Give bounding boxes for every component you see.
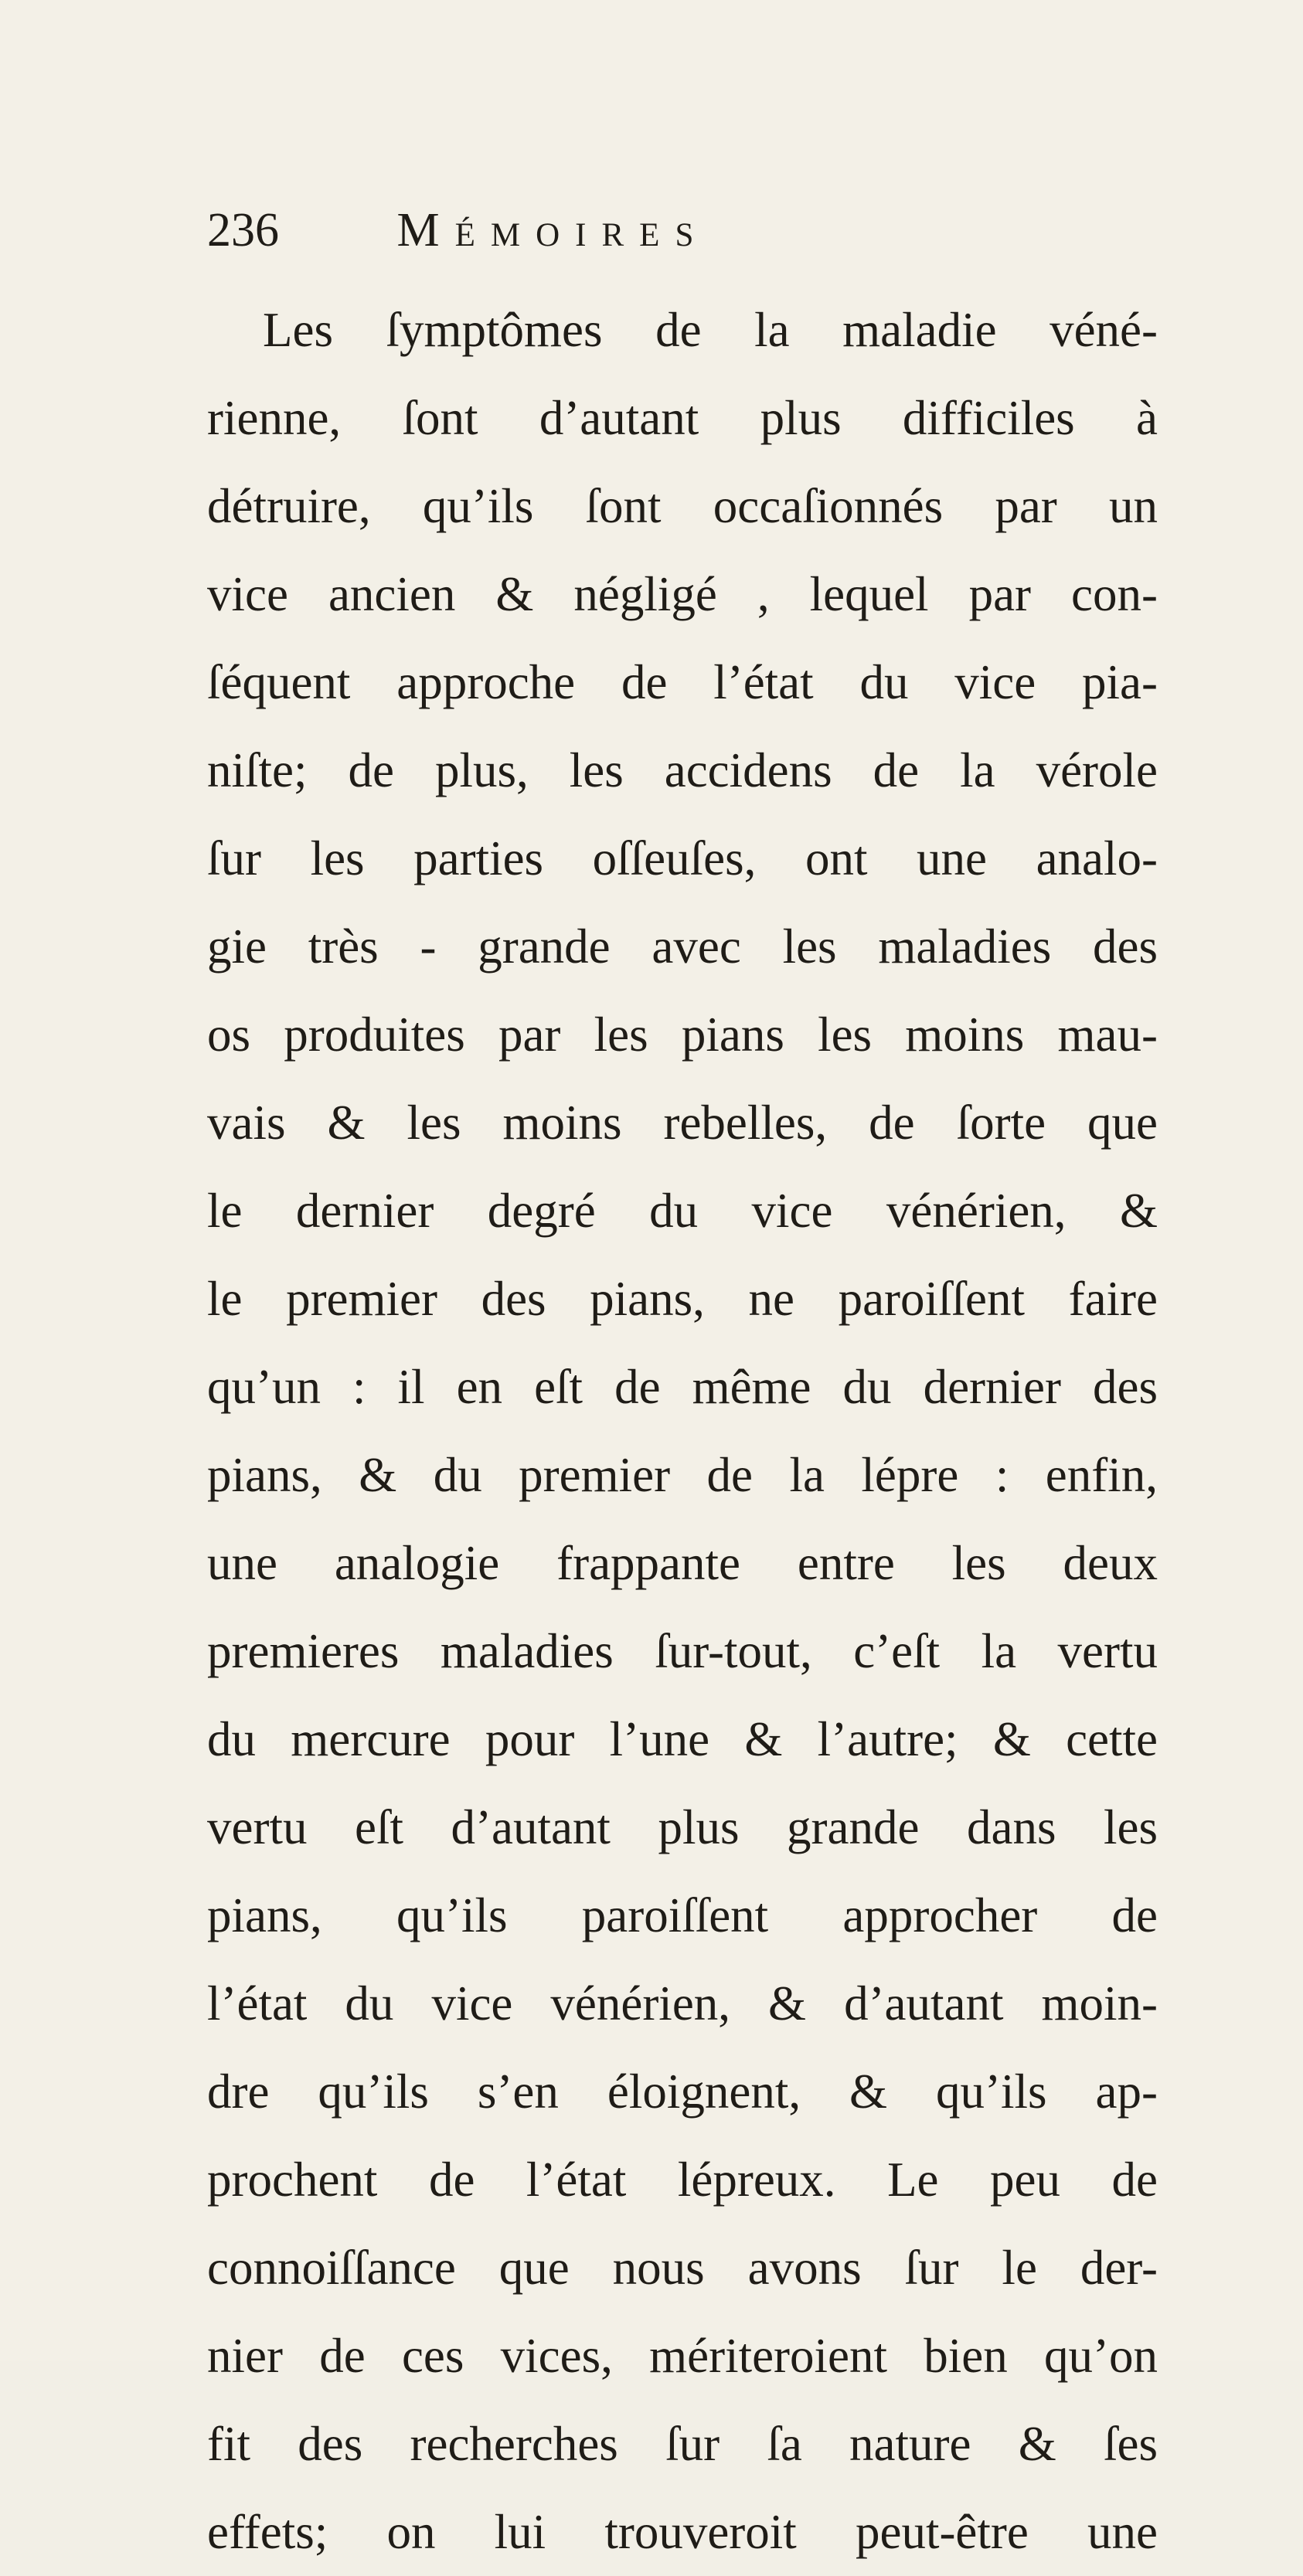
text-line: ſur les parties oſſeuſes, ont une analo- bbox=[207, 831, 1158, 885]
text-line: dre qu’ils s’en éloignent, & qu’ils ap- bbox=[207, 2065, 1158, 2119]
page-number: 236 bbox=[207, 204, 279, 257]
text-line: pians, & du premier de la lépre : enfin, bbox=[207, 1448, 1158, 1502]
text-line: effets; on lui trouveroit peut-être une bbox=[207, 2505, 1158, 2559]
text-line: détruire, qu’ils ſont occaſionnés par un bbox=[207, 479, 1158, 533]
text-line: l’état du vice vénérien, & d’autant moin- bbox=[207, 1976, 1158, 2031]
text-line: nier de ces vices, mériteroient bien qu’on bbox=[207, 2329, 1158, 2383]
text-line: pians, qu’ils paroiſſent approcher de bbox=[207, 1888, 1158, 1942]
text-line: ſéquent approche de l’état du vice pia- bbox=[207, 655, 1158, 709]
text-line: une analogie frappante entre les deux bbox=[207, 1536, 1158, 1590]
running-head: Mémoires bbox=[396, 204, 709, 257]
text-line: le premier des pians, ne paroiſſent faire bbox=[207, 1272, 1158, 1326]
body-text bbox=[207, 286, 1158, 2576]
text-line: rienne, ſont d’autant plus difficiles à bbox=[207, 391, 1158, 445]
text-line: premieres maladies ſur-tout, c’eſt la vertu bbox=[207, 1624, 1158, 1678]
text-line: le dernier degré du vice vénérien, & bbox=[207, 1184, 1158, 1238]
text-line: vertu eſt d’autant plus grande dans les bbox=[207, 1800, 1158, 1854]
text-line: qu’un : il en eſt de même du dernier des bbox=[207, 1360, 1158, 1414]
text-line: niſte; de plus, les accidens de la vérole bbox=[207, 743, 1158, 797]
text-line: vais & les moins rebelles, de ſorte que bbox=[207, 1096, 1158, 1150]
text-line: gie très - grande avec les maladies des bbox=[207, 919, 1158, 974]
text-line: fit des recherches ſur ſa nature & ſes bbox=[207, 2417, 1158, 2471]
text-line: os produites par les pians les moins mau- bbox=[207, 1008, 1158, 1062]
text-line: connoiſſance que nous avons ſur le der- bbox=[207, 2241, 1158, 2295]
text-line: vice ancien & négligé , lequel par con- bbox=[207, 567, 1158, 621]
text-line: prochent de l’état lépreux. Le peu de bbox=[207, 2153, 1158, 2207]
page-header bbox=[207, 199, 1057, 261]
text-line: du mercure pour l’une & l’autre; & cette bbox=[207, 1712, 1158, 1766]
text-line: Les ſymptômes de la maladie véné- bbox=[263, 303, 1158, 357]
